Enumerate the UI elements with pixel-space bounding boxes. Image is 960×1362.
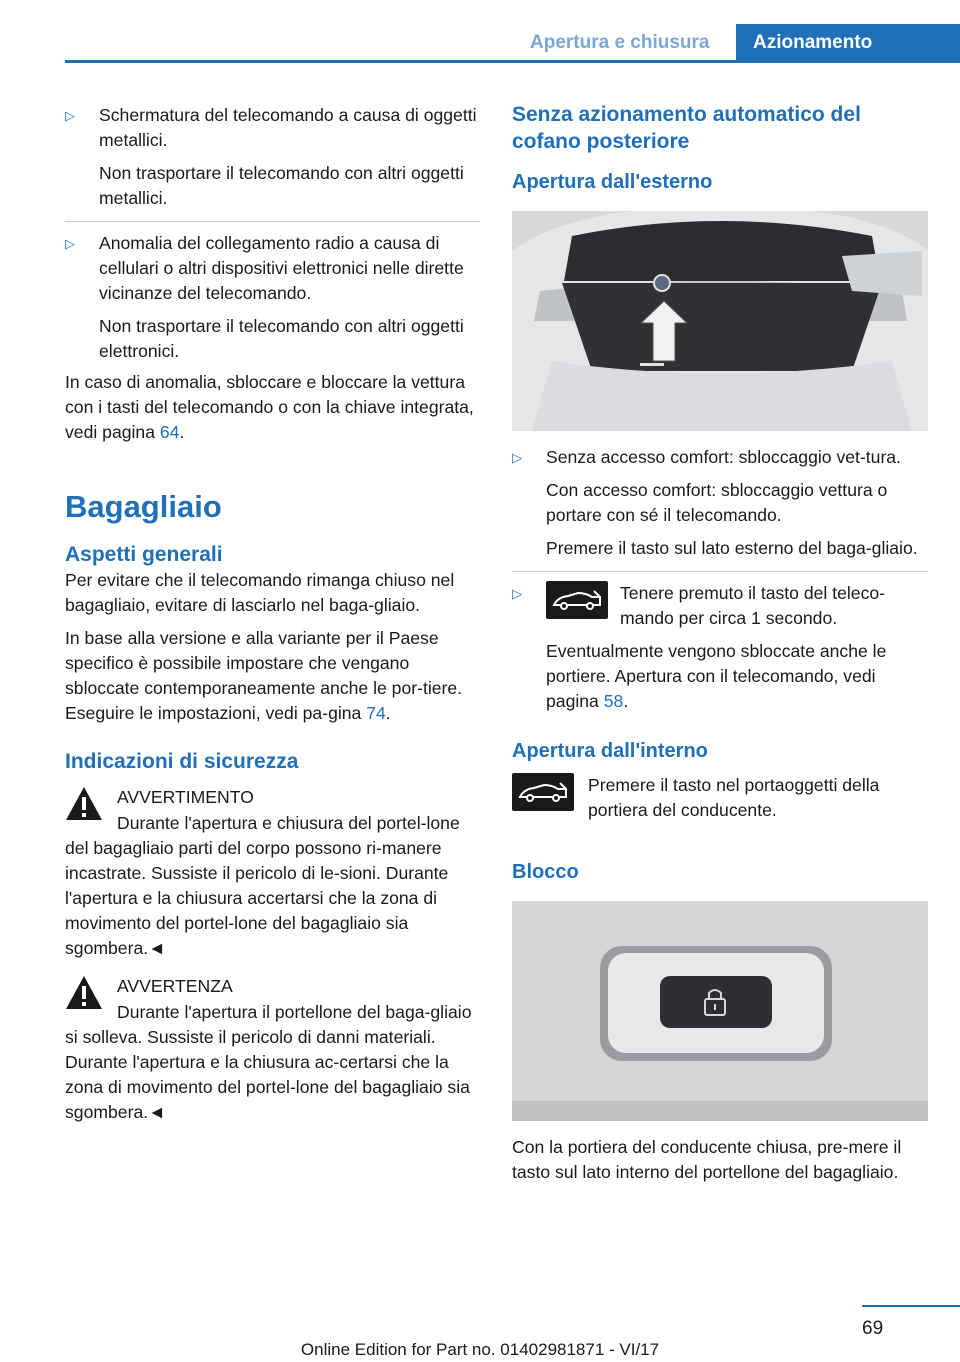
- warning-triangle-icon: [65, 974, 103, 1012]
- bullet-item: [65, 103, 480, 211]
- page-number-rule: [862, 1305, 960, 1307]
- inside-text: Premere il tasto nel portaoggetti della portiera del conducente.: [588, 775, 880, 820]
- subsection-heading: Apertura dall'esterno: [512, 171, 713, 193]
- subsection-heading: Apertura dall'interno: [512, 740, 708, 762]
- car-trunk-button-icon: [546, 581, 608, 619]
- car-trunk-photo: [512, 211, 928, 431]
- header-rule: [65, 60, 960, 63]
- bullet-subtext: Eventualmente vengono sbloccate anche le portiere. Apertura con il telecomando, vedi pagina 58.: [546, 641, 887, 711]
- header-section-title: Apertura e chiusura: [530, 32, 710, 53]
- warning-title: AVVERTENZA: [117, 976, 233, 996]
- right-column: [512, 101, 928, 1185]
- bullet-subtext: Non trasportare il telecomando con altri oggetti elettronici.: [99, 316, 464, 361]
- bullet-text: Senza accesso comfort: sbloccaggio vet-tura.: [546, 447, 901, 467]
- subsection-heading: Indicazioni di sicurezza: [65, 750, 299, 773]
- bullet-item: [512, 581, 928, 714]
- subsection-heading: Senza azionamento automatico del cofano posteriore: [512, 103, 861, 153]
- general-paragraph: Per evitare che il telecomando rimanga chiuso nel bagagliaio, evitare di lasciarlo nel baga-gliaio.: [65, 570, 455, 615]
- bullet-item: [65, 231, 480, 364]
- inside-instruction: [512, 773, 928, 823]
- triangle-bullet-icon: ▷: [65, 236, 75, 251]
- warning-block: [65, 785, 480, 961]
- header-chapter-tab: Azionamento: [736, 24, 960, 63]
- warning-triangle-icon: [65, 785, 103, 823]
- bullet-subtext: Con accesso comfort: sbloccaggio vettura o portare con sé il telecomando.: [546, 480, 888, 525]
- page-number: 69: [862, 1318, 884, 1339]
- subsection-heading: Aspetti generali: [65, 543, 223, 566]
- section-heading: Bagagliaio: [65, 489, 222, 524]
- subsection-heading: Blocco: [512, 861, 579, 883]
- triangle-bullet-icon: ▷: [512, 586, 522, 601]
- car-trunk-button-icon: [512, 773, 574, 811]
- page-link[interactable]: 64: [159, 422, 180, 442]
- bullet-subtext: Premere il tasto sul lato esterno del baga-gliaio.: [546, 538, 918, 558]
- lock-text: Con la portiera del conducente chiusa, pre-mere il tasto sul lato interno del portellone del bagagliaio.: [512, 1137, 902, 1182]
- divider: [512, 571, 928, 572]
- left-column: [65, 103, 480, 1125]
- triangle-bullet-icon: ▷: [65, 108, 75, 123]
- page-link[interactable]: 74: [366, 703, 386, 723]
- bullet-text: Anomalia del collegamento radio a causa di cellulari o altri dispositivi elettronici nelle dirette vicinanze del telecomando.: [99, 233, 464, 303]
- bullet-subtext: Non trasportare il telecomando con altri oggetti metallici.: [99, 163, 464, 208]
- warning-text: Durante l'apertura il portellone del baga-gliaio si solleva. Sussiste il pericolo di danni materiali. Durante l'apertura e la chiusura ac-certarsi che la zona di movimento del portel-lone del bagagliaio sia sgombera.◄: [65, 1002, 472, 1122]
- warning-text: Durante l'apertura e chiusura del portel-lone del bagagliaio parti del corpo possono ri-manere incastrate. Sussiste il pericolo di le-sioni. Durante l'apertura e la chiusura accertarsi che la zona di movimento del portel-lone del bagagliaio sia sgombera.◄: [65, 813, 460, 958]
- bullet-text: Schermatura del telecomando a causa di oggetti metallici.: [99, 105, 477, 150]
- warning-title: AVVERTIMENTO: [117, 787, 254, 807]
- bullet-item: [512, 445, 928, 561]
- warning-block: [65, 974, 480, 1125]
- anomaly-paragraph: In caso di anomalia, sbloccare e bloccare la vettura con i tasti del telecomando o con la chiave integrata, vedi pagina 64.: [65, 372, 474, 442]
- lock-button-photo: [512, 901, 928, 1121]
- triangle-bullet-icon: ▷: [512, 450, 522, 465]
- general-paragraph: In base alla versione e alla variante per il Paese specifico è possibile impostare che vengano sbloccate contemporaneamente anche le por-tiere. Eseguire le impostazioni, vedi pa-gina 74.: [65, 628, 463, 723]
- page-link[interactable]: 58: [603, 691, 624, 711]
- bullet-text: Tenere premuto il tasto del teleco-mando per circa 1 secondo.: [620, 583, 886, 628]
- divider: [65, 221, 480, 222]
- footer-text: Online Edition for Part no. 01402981871 - VI/17: [300, 1340, 660, 1359]
